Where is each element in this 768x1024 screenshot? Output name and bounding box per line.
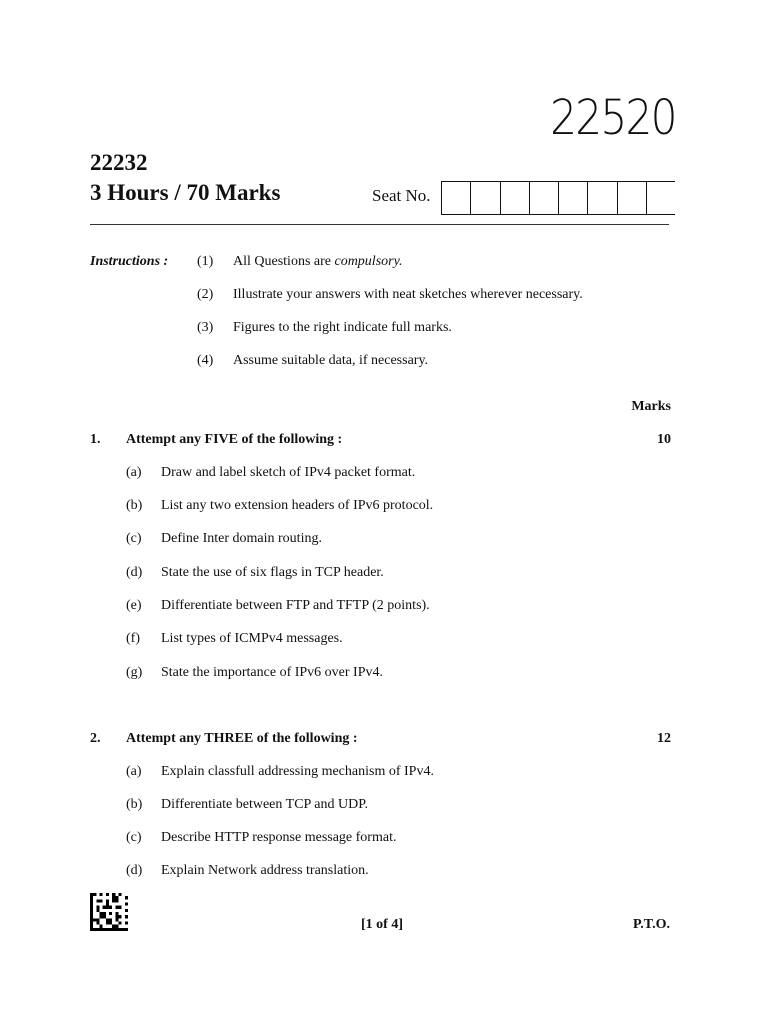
subquestion-label: (b) <box>126 797 143 812</box>
duration-marks: 3 Hours / 70 Marks <box>90 180 281 205</box>
subquestion-text: Draw and label sketch of IPv4 packet format. <box>161 465 416 480</box>
subquestion-text: List types of ICMPv4 messages. <box>161 631 343 646</box>
instruction-text: Assume suitable data, if necessary. <box>233 353 429 368</box>
subquestion-text: State the importance of IPv6 over IPv4. <box>161 665 384 680</box>
subquestion-label: (c) <box>126 830 142 845</box>
seat-box[interactable] <box>500 182 529 214</box>
subquestion-text: Define Inter domain routing. <box>161 531 322 546</box>
subquestion-label: (d) <box>126 565 143 580</box>
subquestion-text: Explain Network address translation. <box>161 863 369 878</box>
subject-code: 22232 <box>90 150 148 175</box>
datamatrix-barcode <box>90 893 128 931</box>
subquestion-text: Differentiate between FTP and TFTP (2 points). <box>161 598 430 613</box>
instruction-number: (2) <box>197 287 214 302</box>
seat-box[interactable] <box>617 182 646 214</box>
seat-number-label: Seat No. <box>372 186 431 205</box>
question-marks: 10 <box>657 432 671 447</box>
seat-box[interactable] <box>470 182 499 214</box>
question-title: Attempt any FIVE of the following : <box>126 432 343 447</box>
header-divider <box>90 224 669 225</box>
question-number: 1. <box>90 432 101 447</box>
subquestion-text: List any two extension headers of IPv6 protocol. <box>161 498 434 513</box>
subquestion-label: (f) <box>126 631 140 646</box>
page-indicator: [1 of 4] <box>361 917 403 932</box>
marks-column-heading: Marks <box>631 399 671 414</box>
seat-number-boxes[interactable] <box>441 181 675 215</box>
question-number: 2. <box>90 731 101 746</box>
question-marks: 12 <box>657 731 671 746</box>
instruction-text: Figures to the right indicate full marks. <box>233 320 452 335</box>
subquestion-text: Differentiate between TCP and UDP. <box>161 797 368 812</box>
instruction-text: Illustrate your answers with neat sketches wherever necessary. <box>233 287 583 302</box>
instruction-emphasis: compulsory. <box>334 254 403 269</box>
seat-box[interactable] <box>441 182 470 214</box>
subquestion-text: Describe HTTP response message format. <box>161 830 397 845</box>
subquestion-text: Explain classfull addressing mechanism of IPv4. <box>161 764 434 779</box>
subquestion-label: (a) <box>126 465 142 480</box>
subquestion-text: State the use of six flags in TCP header. <box>161 565 384 580</box>
subquestion-label: (g) <box>126 665 143 680</box>
instruction-text: All Questions are compulsory. <box>233 254 403 269</box>
seat-box[interactable] <box>646 182 675 214</box>
paper-code: 22520 <box>550 90 676 146</box>
seat-box[interactable] <box>558 182 587 214</box>
instructions-label: Instructions : <box>90 254 169 269</box>
subquestion-label: (a) <box>126 764 142 779</box>
question-title: Attempt any THREE of the following : <box>126 731 358 746</box>
instruction-number: (4) <box>197 353 214 368</box>
seat-box[interactable] <box>529 182 558 214</box>
subquestion-label: (e) <box>126 598 142 613</box>
subquestion-label: (c) <box>126 531 142 546</box>
pto-label: P.T.O. <box>633 917 670 932</box>
instruction-number: (1) <box>197 254 214 269</box>
subquestion-label: (d) <box>126 863 143 878</box>
seat-box[interactable] <box>587 182 616 214</box>
instruction-number: (3) <box>197 320 214 335</box>
subquestion-label: (b) <box>126 498 143 513</box>
